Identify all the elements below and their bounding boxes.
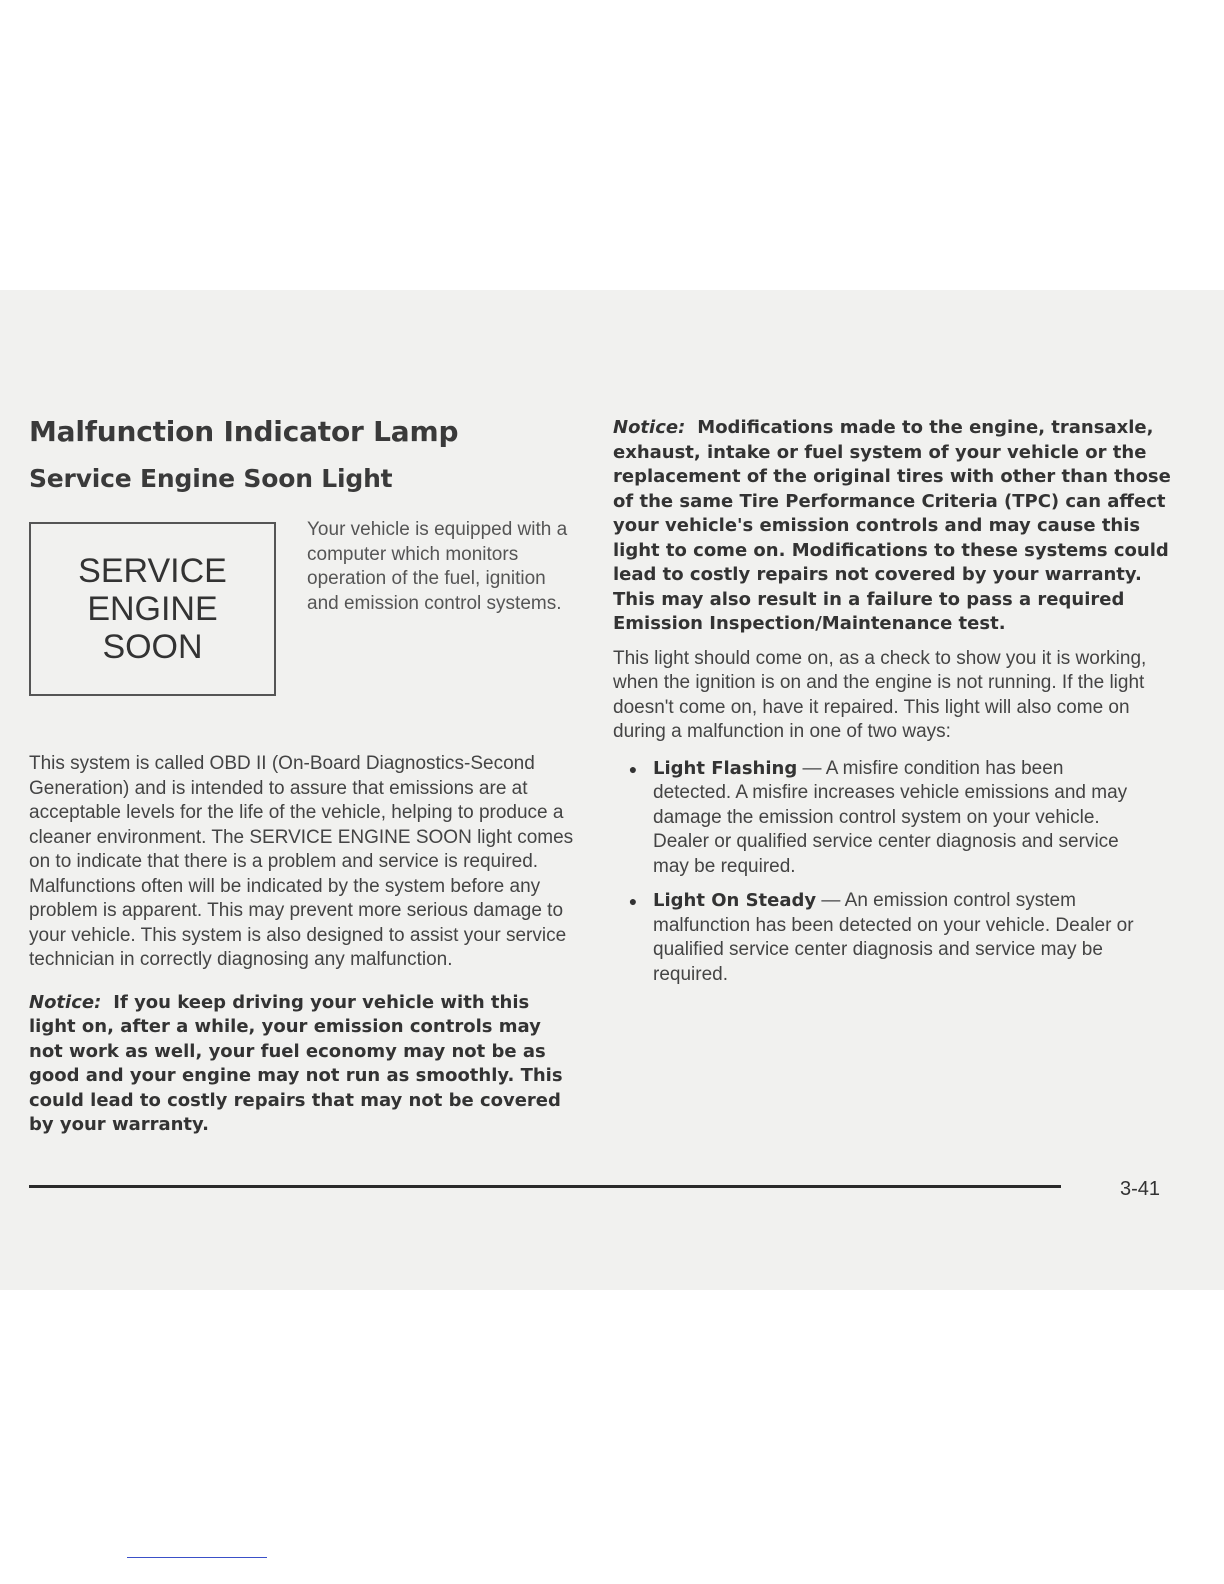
lamp-text-line: SERVICE	[78, 552, 227, 590]
notice-text: Modifications made to the engine, transaxle, exhaust, intake or fuel system of your vehicle or the replacement of the original tires with other than those of the same Tire Performance Criteria (TPC) can affect your vehicle's emission controls and may cause this light to come on. Modifications to these systems could lead to costly repairs not covered by your warranty. This may also result in a failure to pass a required Emission Inspection/Maintenance test.	[613, 417, 1171, 634]
list-item	[613, 889, 1173, 987]
lamp-description: Your vehicle is equipped with a computer which monitors operation of the fuel, ignition and emission control systems.	[307, 519, 568, 614]
bullet-body	[653, 757, 1143, 880]
bullet-body	[653, 889, 1143, 987]
notice-label: Notice:	[613, 417, 686, 438]
lamp-section	[29, 519, 579, 696]
obd-paragraph: This system is called OBD II (On-Board Diagnostics-Second Generation) and is intended to assure that emissions are at acceptable levels for the life of the vehicle, helping to produce a cleaner environment. The SERVICE ENGINE SOON light comes on to indicate that there is a problem and service is required. Malfunctions often will be indicated by the system before any problem is apparent. This may prevent more serious damage to your vehicle. This system is also designed to assist your service technician in correctly diagnosing any malfunction.	[29, 753, 574, 970]
bullet-title: Light Flashing	[653, 757, 798, 779]
bullet-icon: ●	[628, 893, 638, 909]
blue-underline	[127, 1557, 267, 1558]
lamp-text-line: SOON	[102, 628, 203, 666]
notice-text: If you keep driving your vehicle with this light on, after a while, your emission controls may not work as well, your fuel economy may not be as good and your engine may not run as smoothly. This could lead to costly repairs that may not be covered by your warranty.	[29, 991, 563, 1135]
notice-label: Notice:	[29, 991, 102, 1013]
page-heading: Malfunction Indicator Lamp	[29, 415, 459, 448]
bullet-icon: ●	[628, 760, 638, 777]
footer-rule	[29, 1185, 1061, 1188]
right-column	[613, 416, 1173, 997]
bullet-title: Light On Steady	[653, 890, 817, 911]
section-subheading: Service Engine Soon Light	[29, 464, 393, 493]
list-item	[613, 757, 1173, 880]
service-engine-soon-lamp-illustration	[29, 522, 276, 696]
left-column	[29, 412, 579, 1138]
bullet-text: — An emission control system malfunction has been detected on your vehicle. Dealer or qualified service center diagnosis and service may be required.	[653, 890, 1134, 985]
bullet-text: — A misfire condition has been detected. A misfire increases vehicle emissions and may damage the emission control system on your vehicle. Dealer or qualified service center diagnosis and service may be required.	[653, 757, 1128, 877]
driving-notice	[29, 991, 579, 1138]
page-number: 3-41	[1120, 1178, 1161, 1200]
modifications-notice	[613, 416, 1173, 637]
malfunction-modes-list	[613, 757, 1173, 988]
light-check-paragraph: This light should come on, as a check to show you it is working, when the ignition is on and the engine is not running. If the light doesn't come on, have it repaired. This light will also come on during a malfunction in one of two ways:	[613, 647, 1147, 742]
lamp-text-line: ENGINE	[87, 590, 218, 628]
